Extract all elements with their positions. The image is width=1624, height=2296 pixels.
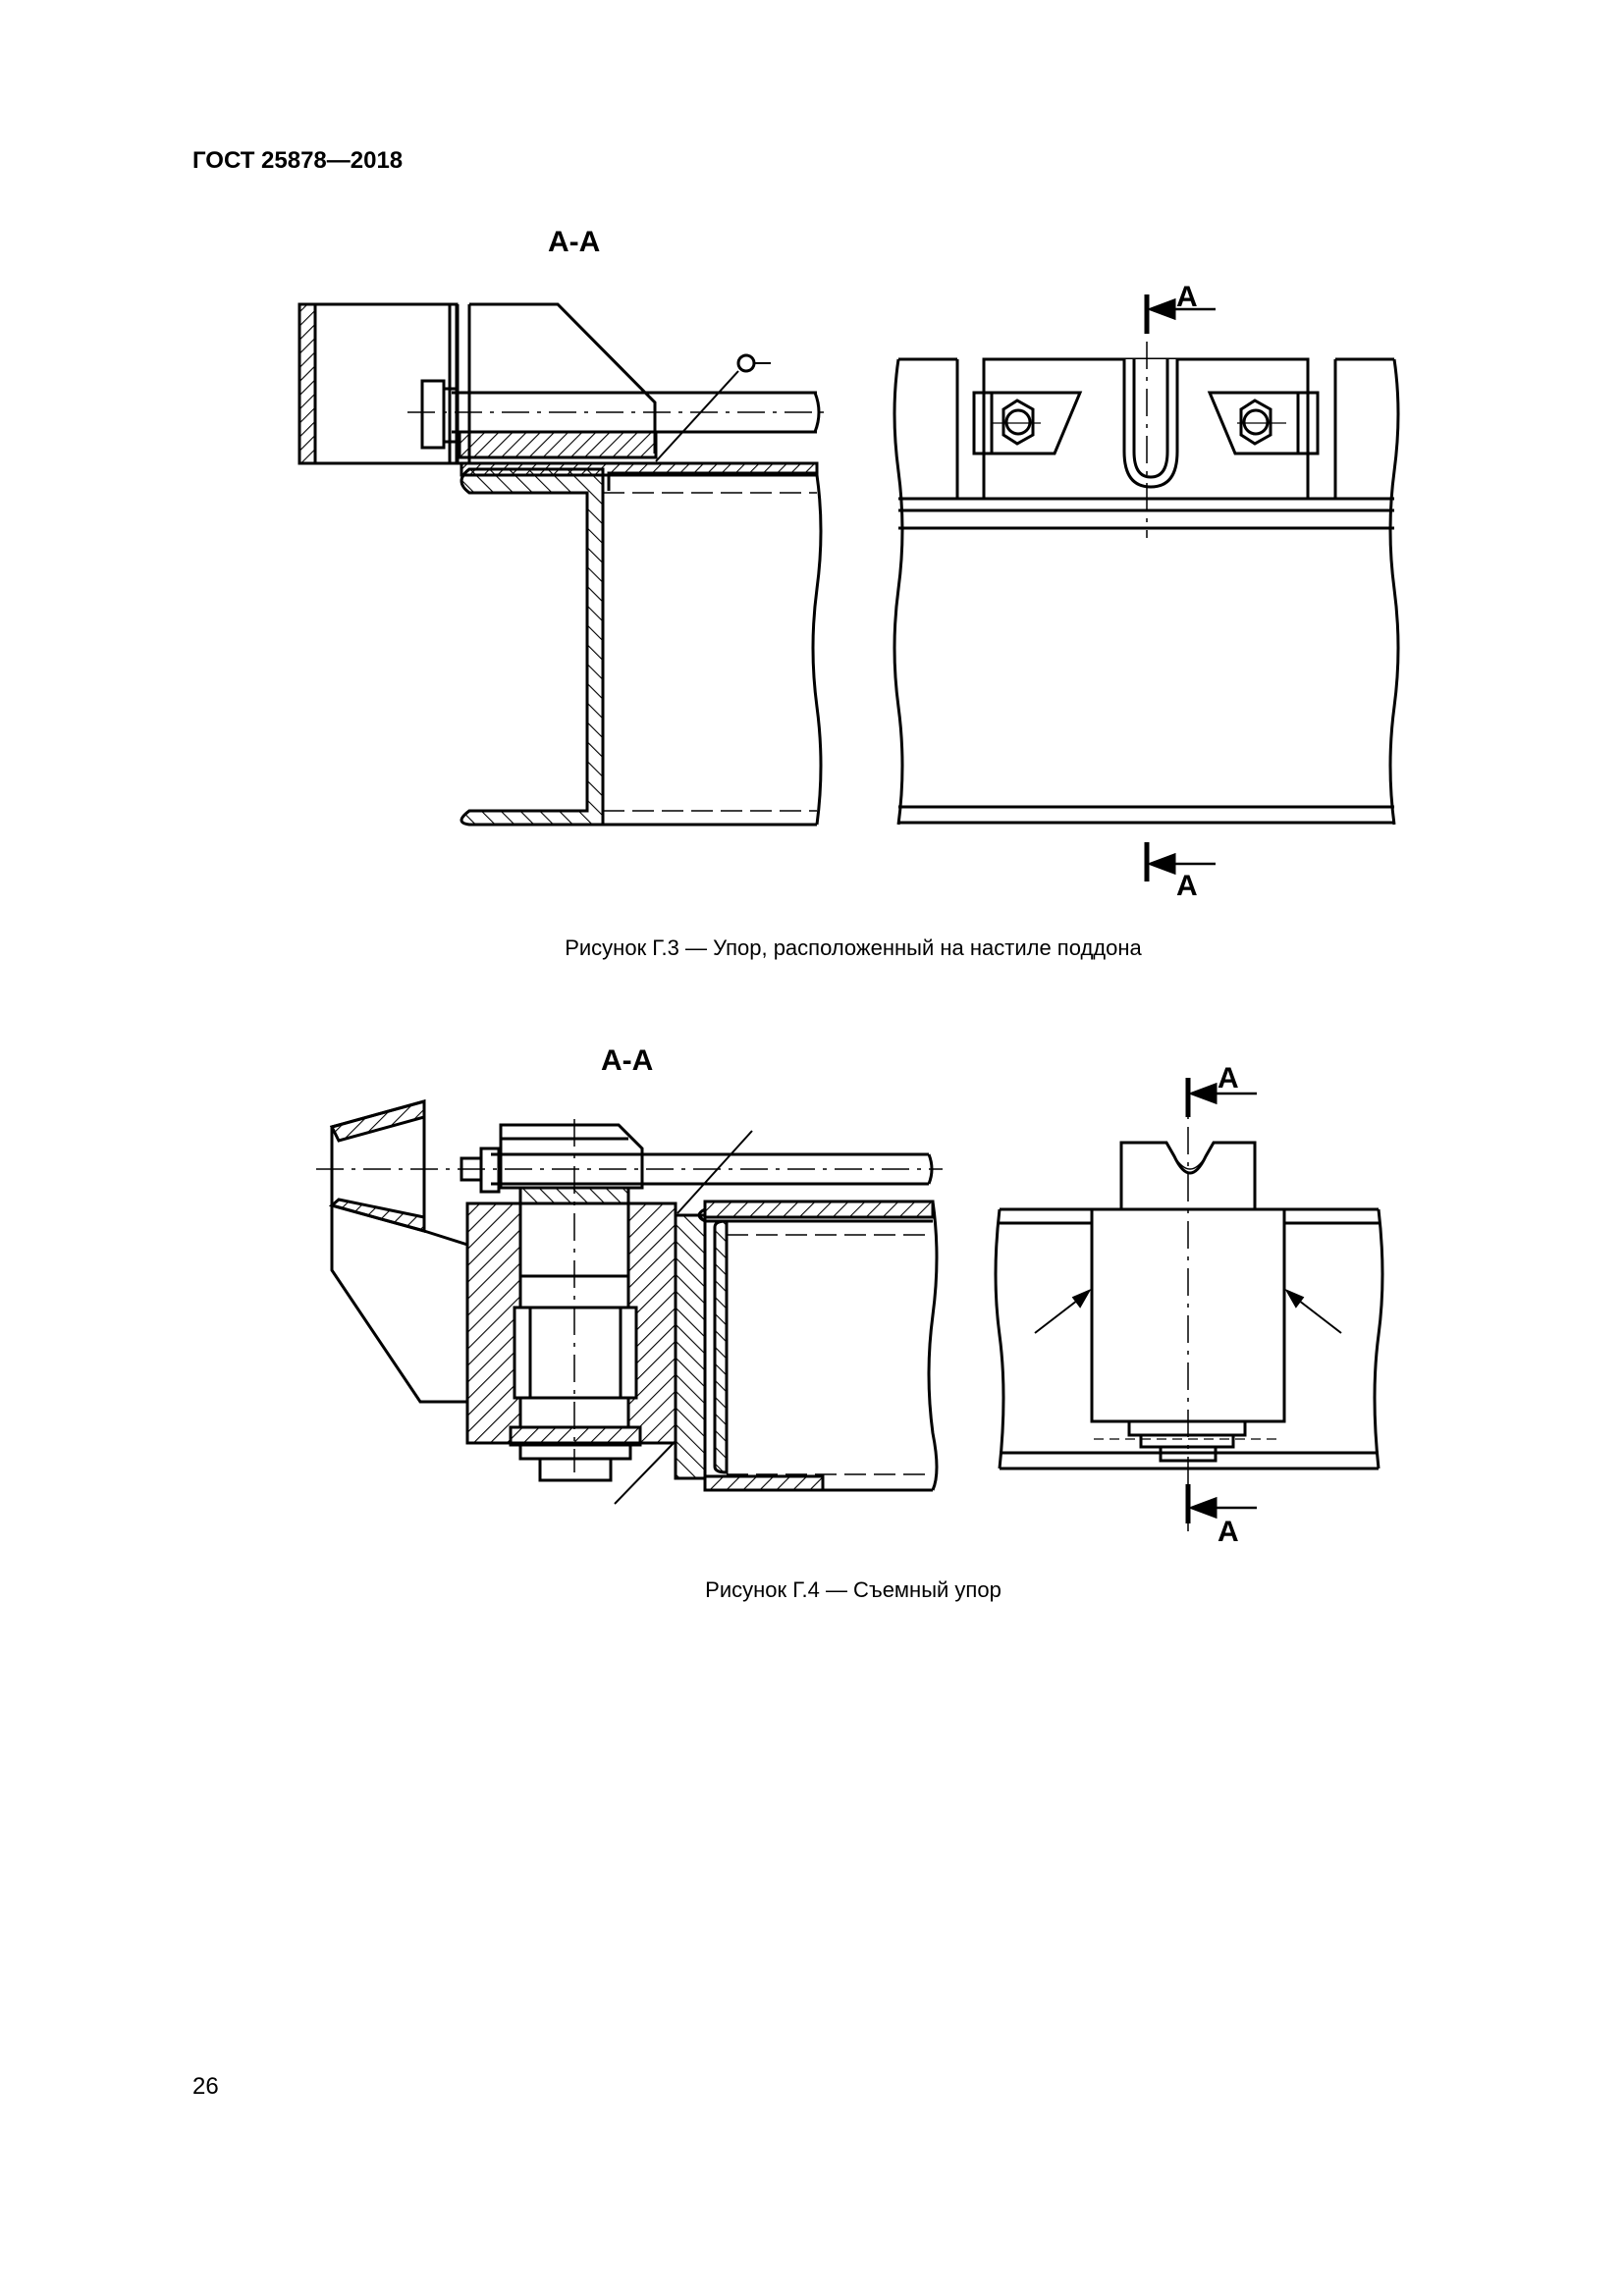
figure-g3-caption: Рисунок Г.3 — Упор, расположенный на настиле поддона [565, 935, 1142, 960]
figure-g3-cut-label-top: А [1176, 281, 1198, 313]
figure-g3-drawing [0, 275, 1624, 923]
figure-g4-section-view [316, 1101, 943, 1504]
figure-g3-plan-view [894, 294, 1398, 881]
skid-bottom-hatch [332, 1200, 424, 1231]
figure-g4-drawing [0, 1060, 1624, 1571]
figure-g4-plan-view [996, 1078, 1382, 1531]
figure-g3-section-label: А-А [548, 226, 601, 258]
figure-g4-caption: Рисунок Г.4 — Съемный упор [705, 1577, 1001, 1602]
figure-g3-section-view [299, 304, 825, 825]
figure-g3-cut-label-bottom: А [1176, 870, 1198, 902]
page-number: 26 [192, 2073, 219, 2100]
channel-profile [461, 469, 603, 825]
skid-top-hatch [332, 1101, 424, 1141]
stop-plate-hatch [299, 304, 315, 463]
figure-g4-cut-label-top: А [1218, 1062, 1239, 1095]
channel-bottom-hatch [705, 1476, 823, 1490]
figure-g4-cut-label-bottom: А [1218, 1516, 1239, 1548]
stop-plate [299, 304, 457, 463]
weld-symbol [738, 355, 754, 371]
figure-g4-section-label: А-А [601, 1044, 654, 1077]
bracket-hatch [460, 432, 656, 457]
vertical-plate-hatch [676, 1215, 705, 1478]
document-header: ГОСТ 25878—2018 [192, 147, 404, 174]
channel-top-hatch [705, 1201, 933, 1217]
